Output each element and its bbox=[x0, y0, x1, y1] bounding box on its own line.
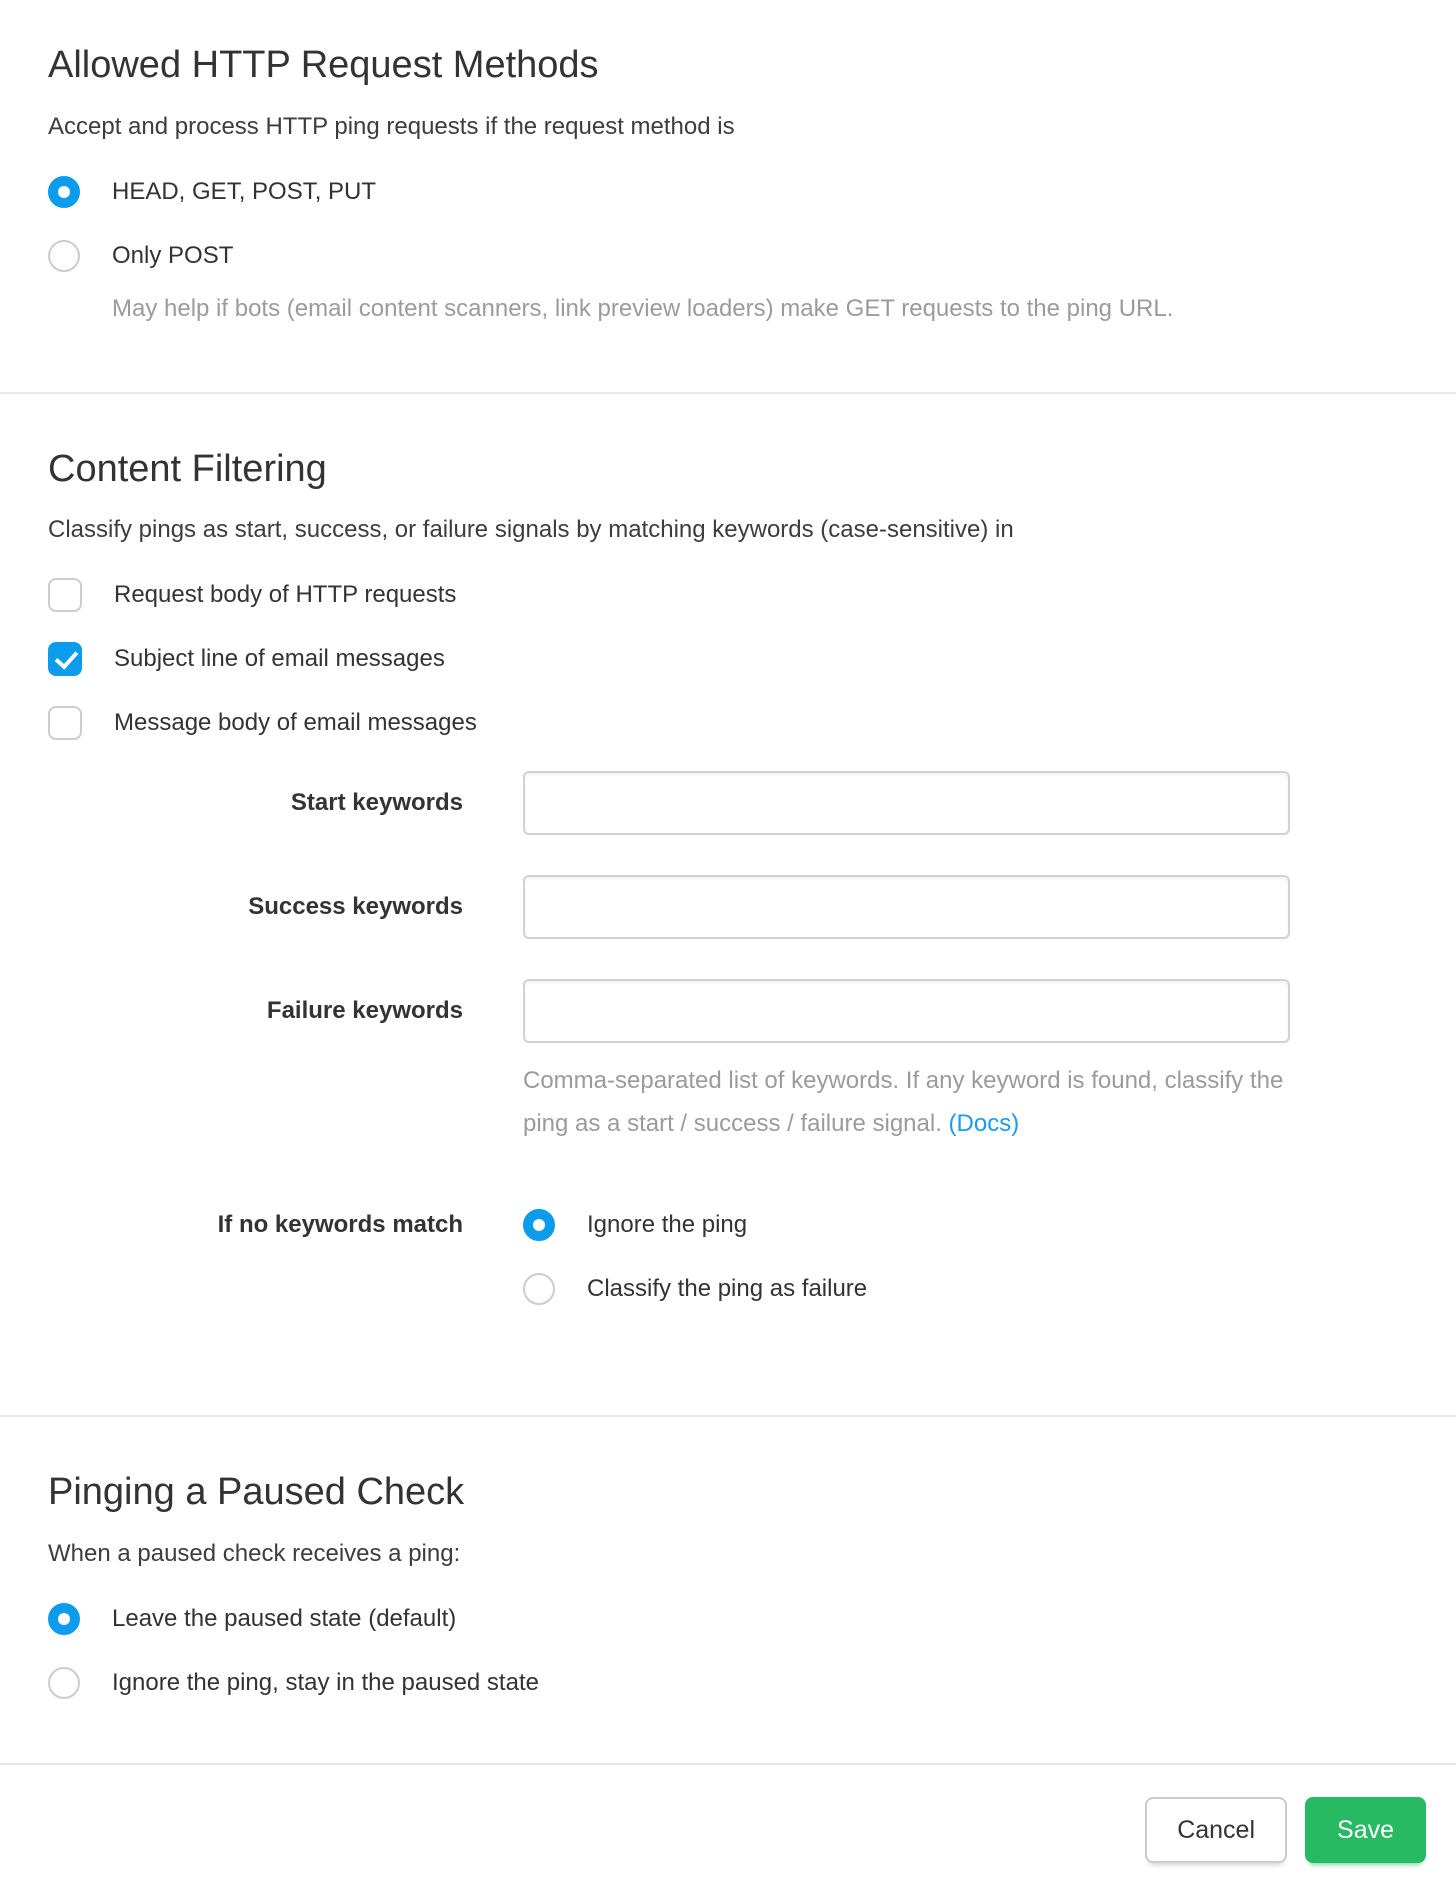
radio-label-nomatch-failure: Classify the ping as failure bbox=[587, 1275, 868, 1303]
start-keywords-label: Start keywords bbox=[290, 789, 463, 817]
radio-row-paused-ignore[interactable] bbox=[48, 1651, 1408, 1715]
radio-icon-paused-ignore[interactable] bbox=[48, 1667, 80, 1699]
failure-keywords-input[interactable] bbox=[523, 979, 1290, 1043]
keywords-help-text bbox=[523, 1059, 1313, 1145]
http-methods-title: Allowed HTTP Request Methods bbox=[48, 44, 599, 86]
save-button[interactable]: Save bbox=[1305, 1797, 1426, 1863]
start-keywords-input[interactable] bbox=[523, 771, 1290, 835]
no-keywords-match-label: If no keywords match bbox=[217, 1211, 463, 1239]
paused-check-subtitle: When a paused check receives a ping: bbox=[48, 1540, 461, 1568]
docs-link[interactable]: (Docs) bbox=[948, 1110, 1020, 1138]
radio-icon-nomatch-ignore[interactable] bbox=[523, 1209, 555, 1241]
failure-keywords-label: Failure keywords bbox=[266, 997, 463, 1025]
radio-row-paused-leave[interactable] bbox=[48, 1587, 1408, 1651]
radio-label-methods-all: HEAD, GET, POST, PUT bbox=[112, 177, 377, 205]
radio-label-paused-ignore: Ignore the ping, stay in the paused state bbox=[112, 1669, 539, 1697]
radio-icon-methods-only-post[interactable] bbox=[48, 240, 80, 272]
radio-label-paused-leave: Leave the paused state (default) bbox=[112, 1605, 457, 1633]
content-filtering-subtitle: Classify pings as start, success, or failure signals by matching keywords (case-sensitive) in bbox=[48, 516, 1014, 544]
checkbox-label-message-body: Message body of email messages bbox=[114, 709, 477, 737]
checkbox-icon-subject-line[interactable] bbox=[48, 642, 82, 676]
section-http-methods bbox=[0, 0, 1456, 392]
radio-row-nomatch-ignore[interactable] bbox=[523, 1193, 867, 1257]
only-post-help-text: May help if bots (email content scanners, link preview loaders) make GET requests to the ping URL. bbox=[112, 294, 1174, 322]
radio-label-nomatch-ignore: Ignore the ping bbox=[587, 1211, 748, 1239]
paused-check-title: Pinging a Paused Check bbox=[48, 1471, 465, 1514]
section-paused-check bbox=[0, 1417, 1456, 1763]
footer-actions bbox=[0, 1765, 1456, 1895]
keywords-help-body: Comma-separated list of keywords. If any keyword is found, classify the ping as a start / success / failure signal. bbox=[523, 1067, 1284, 1138]
radio-icon-methods-all[interactable] bbox=[48, 176, 80, 208]
checkbox-row-message-body[interactable] bbox=[48, 691, 1408, 755]
http-methods-subtitle: Accept and process HTTP ping requests if the request method is bbox=[48, 112, 735, 140]
radio-row-nomatch-failure[interactable] bbox=[523, 1257, 867, 1321]
checkbox-icon-message-body[interactable] bbox=[48, 706, 82, 740]
checkbox-label-request-body: Request body of HTTP requests bbox=[114, 581, 457, 609]
checkbox-row-subject-line[interactable] bbox=[48, 627, 1408, 691]
radio-icon-paused-leave[interactable] bbox=[48, 1603, 80, 1635]
radio-row-methods-only-post[interactable] bbox=[48, 224, 1408, 288]
cancel-button[interactable]: Cancel bbox=[1145, 1797, 1287, 1863]
checkbox-icon-request-body[interactable] bbox=[48, 578, 82, 612]
success-keywords-label: Success keywords bbox=[248, 893, 463, 921]
checkbox-row-request-body[interactable] bbox=[48, 563, 1408, 627]
checkbox-label-subject-line: Subject line of email messages bbox=[114, 645, 445, 673]
success-keywords-input[interactable] bbox=[523, 875, 1290, 939]
radio-row-methods-all[interactable] bbox=[48, 160, 1408, 224]
radio-label-methods-only-post: Only POST bbox=[112, 241, 234, 269]
section-content-filtering bbox=[0, 394, 1456, 1416]
content-filtering-title: Content Filtering bbox=[48, 447, 327, 490]
radio-icon-nomatch-failure[interactable] bbox=[523, 1273, 555, 1305]
